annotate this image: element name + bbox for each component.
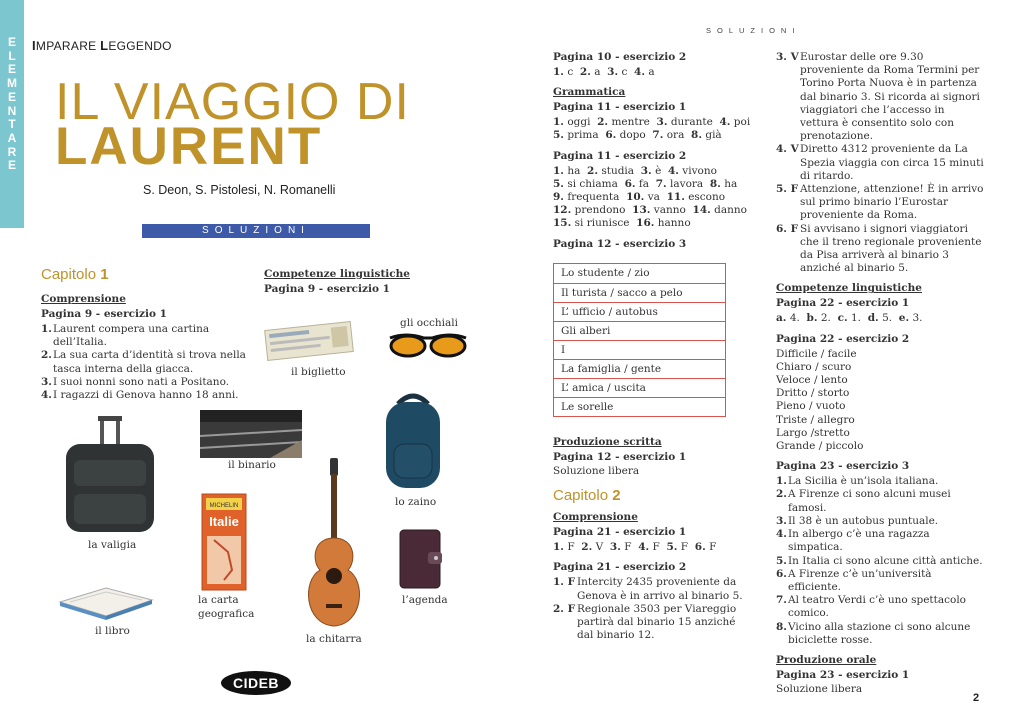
list-item: 1. Laurent compera una cartina dell’Italia. bbox=[41, 323, 210, 349]
chapter-2-heading: Capitolo 2 bbox=[553, 487, 621, 505]
spine-letter: T bbox=[8, 117, 16, 132]
list-item: 8. Vicino alla stazione ci sono alcune biciclette rosse. bbox=[776, 620, 971, 646]
guitar-image bbox=[298, 458, 370, 628]
answer-list bbox=[776, 51, 986, 275]
chapter-1-heading: Capitolo 1 bbox=[41, 266, 109, 283]
answer-line: Dritto / storto bbox=[776, 387, 850, 400]
table-row: I bbox=[554, 340, 725, 359]
list-item: 6. F Si avvisano i signori viaggiatori che il treno regionale proveniente da Pisa arriverà al binario 3 anziché al binario 5. bbox=[776, 222, 982, 275]
answer-row: 5. prima 6. dopo 7. ora 8. già bbox=[553, 129, 722, 142]
answer-text: Soluzione libera bbox=[553, 465, 640, 477]
list-item: 1. La Sicilia è un’isola italiana. bbox=[776, 475, 939, 488]
spine-letter: R bbox=[7, 144, 17, 159]
page-number: 2 bbox=[973, 692, 980, 704]
solutions-banner: SOLUZIONI bbox=[142, 224, 370, 238]
label-carta-2: geografica bbox=[198, 608, 255, 620]
answer-line: Chiaro / scuro bbox=[776, 360, 852, 373]
exercise-heading: Pagina 23 - esercizio 1 bbox=[776, 668, 910, 681]
section-heading: Competenze linguistiche bbox=[264, 268, 410, 280]
answer-line: Difficile / facile bbox=[776, 347, 857, 360]
spine-letter: E bbox=[7, 158, 16, 173]
list-item: 2. F Regionale 3503 per Viareggio partirà dal binario 15 anziché dal binario 12. bbox=[553, 602, 737, 642]
series-name: IMPARARE LEGGENDO bbox=[32, 38, 172, 53]
section-heading: Produzione scritta bbox=[553, 436, 662, 448]
map-image bbox=[198, 492, 250, 592]
answer-list bbox=[553, 576, 749, 642]
exercise-heading: Pagina 23 - esercizio 3 bbox=[776, 460, 910, 473]
list-item: 5. F Attenzione, attenzione! È in arrivo sul primo binario l’Eurostar proveniente da Roma. bbox=[776, 183, 984, 222]
table-row: Gli alberi bbox=[554, 321, 725, 340]
ticket-image bbox=[262, 318, 356, 364]
answer-row: 12. prendono 13. vanno 14. danno bbox=[553, 204, 747, 217]
railway-image bbox=[200, 410, 302, 458]
book-image bbox=[56, 578, 156, 622]
column-right bbox=[776, 51, 986, 696]
answer-row: 5. si chiama 6. fa 7. lavora 8. ha bbox=[553, 177, 738, 190]
answer-text: Soluzione libera bbox=[776, 682, 863, 695]
table-row: L’ amica / uscita bbox=[554, 378, 725, 397]
exercise-heading: Pagina 21 - esercizio 2 bbox=[553, 561, 687, 574]
section-heading: Grammatica bbox=[553, 86, 626, 99]
spine-letter: E bbox=[7, 35, 16, 49]
section-heading: Produzione orale bbox=[776, 653, 877, 666]
suitcase-image bbox=[64, 416, 156, 536]
answer-line: Grande / piccolo bbox=[776, 440, 864, 453]
label-chitarra: la chitarra bbox=[306, 633, 362, 645]
label-occhiali: gli occhiali bbox=[400, 317, 458, 329]
publisher-logo: CIDEB bbox=[221, 671, 291, 695]
answer-row: 1. c 2. a 3. c 4. a bbox=[553, 66, 655, 78]
list-item: 4. I ragazzi di Genova hanno 18 anni. bbox=[41, 389, 239, 402]
answer-row: 1. oggi 2. mentre 3. durante 4. poi bbox=[553, 116, 751, 129]
label-binario: il binario bbox=[228, 459, 276, 471]
list-item: 3. Il 38 è un autobus puntuale. bbox=[776, 514, 939, 527]
table-row: L’ ufficio / autobus bbox=[554, 302, 725, 321]
section-heading: Comprensione bbox=[553, 511, 638, 524]
label-libro: il libro bbox=[95, 625, 130, 637]
column-middle bbox=[553, 51, 753, 250]
spine-letter: E bbox=[7, 89, 16, 104]
answer-list bbox=[41, 323, 251, 402]
spine-letter: A bbox=[7, 130, 17, 145]
list-item: 2. La sua carta d’identità si trova nella tasca interna della giacca. bbox=[41, 349, 246, 375]
column-middle-lower bbox=[553, 436, 753, 642]
book-title-line1: IL VIAGGIO DI bbox=[55, 73, 410, 131]
exercise-heading: Pagina 11 - esercizio 2 bbox=[553, 149, 687, 162]
spine-label bbox=[0, 36, 24, 173]
answer-row: 1. F 2. V 3. F 4. F 5. F 6. F bbox=[553, 541, 717, 554]
spine-letter: N bbox=[7, 103, 17, 118]
list-item: 3. V Eurostar delle ore 9.30 proveniente da Roma Termini per Torino Porta Nuova è in partenza dal binario 3. Si ricorda ai signori viaggiatori che l’accesso in vettura è consentito solo con prenotazione. bbox=[776, 51, 980, 143]
list-item: 4. In albergo c’è una ragazza simpatica. bbox=[776, 528, 930, 554]
answer-row: 1. ha 2. studia 3. è 4. vivono bbox=[553, 164, 717, 177]
spine-letter: E bbox=[7, 62, 16, 77]
book-title-line2: LAURENT bbox=[55, 117, 323, 176]
table-row: Il turista / sacco a pelo bbox=[554, 283, 725, 302]
section-heading: Competenze linguistiche bbox=[776, 282, 922, 295]
answer-list bbox=[776, 475, 986, 647]
table-row: Lo studente / zio bbox=[561, 267, 650, 279]
list-item: 2. A Firenze ci sono alcuni musei famosi. bbox=[776, 488, 951, 514]
running-head: SOLUZIONI bbox=[706, 26, 801, 35]
answer-line: Pieno / vuoto bbox=[776, 400, 846, 413]
label-biglietto: il biglietto bbox=[291, 366, 346, 378]
spine-letter: M bbox=[7, 76, 17, 91]
answer-line: Triste / allegro bbox=[776, 413, 855, 426]
comprensione-section bbox=[41, 293, 251, 402]
label-valigia: la valigia bbox=[88, 539, 137, 551]
answer-line: Largo /stretto bbox=[776, 426, 850, 439]
answer-row: a. 4. b. 2. c. 1. d. 5. e. 3. bbox=[776, 312, 923, 325]
exercise-heading: Pagina 11 - esercizio 1 bbox=[553, 101, 687, 114]
authors: S. Deon, S. Pistolesi, N. Romanelli bbox=[143, 183, 336, 197]
map-brand-text: MICHELIN bbox=[209, 503, 239, 509]
map-cover-text: Italie bbox=[209, 514, 239, 529]
section-heading: Comprensione bbox=[41, 293, 126, 305]
label-zaino: lo zaino bbox=[395, 496, 437, 508]
exercise-heading: Pagina 12 - esercizio 3 bbox=[553, 237, 687, 250]
list-item: 1. F Intercity 2435 proveniente da Genova è in arrivo al binario 5. bbox=[553, 576, 743, 602]
spine-letter: L bbox=[8, 48, 16, 63]
table-row: Le sorelle bbox=[554, 397, 725, 416]
exercise-heading: Pagina 9 - esercizio 1 bbox=[41, 308, 167, 320]
exercise-heading: Pagina 10 - esercizio 2 bbox=[553, 51, 687, 63]
exercise-heading: Pagina 22 - esercizio 1 bbox=[776, 297, 910, 310]
answer-lines bbox=[776, 348, 986, 454]
table-row: La famiglia / gente bbox=[554, 359, 725, 378]
list-item: 6. A Firenze c’è un’università efficiente. bbox=[776, 567, 932, 593]
matching-table bbox=[553, 263, 726, 417]
list-item: 3. I suoi nonni sono nati a Positano. bbox=[41, 375, 230, 388]
answer-row: 15. si riunisce 16. hanno bbox=[553, 217, 691, 230]
exercise-heading: Pagina 21 - esercizio 1 bbox=[553, 526, 687, 539]
sunglasses-image bbox=[386, 330, 470, 360]
list-item: 5. In Italia ci sono alcune città antiche. bbox=[776, 554, 983, 567]
exercise-heading: Pagina 22 - esercizio 2 bbox=[776, 332, 910, 345]
list-item: 4. V Diretto 4312 proveniente da La Spezia viaggia con circa 15 minuti di ritardo. bbox=[776, 143, 984, 182]
agenda-image bbox=[398, 528, 444, 590]
exercise-heading: Pagina 12 - esercizio 1 bbox=[553, 451, 687, 463]
label-agenda: l’agenda bbox=[402, 594, 448, 606]
exercise-heading: Pagina 9 - esercizio 1 bbox=[264, 283, 390, 295]
list-item: 7. Al teatro Verdi c’è uno spettacolo comico. bbox=[776, 594, 966, 620]
label-carta-1: la carta bbox=[198, 594, 239, 606]
answer-line: Veloce / lento bbox=[776, 374, 848, 387]
spine-strip bbox=[0, 0, 24, 228]
answer-row: 9. frequenta 10. va 11. escono bbox=[553, 191, 726, 204]
backpack-image bbox=[380, 392, 446, 492]
competenze-section-1 bbox=[264, 268, 410, 295]
